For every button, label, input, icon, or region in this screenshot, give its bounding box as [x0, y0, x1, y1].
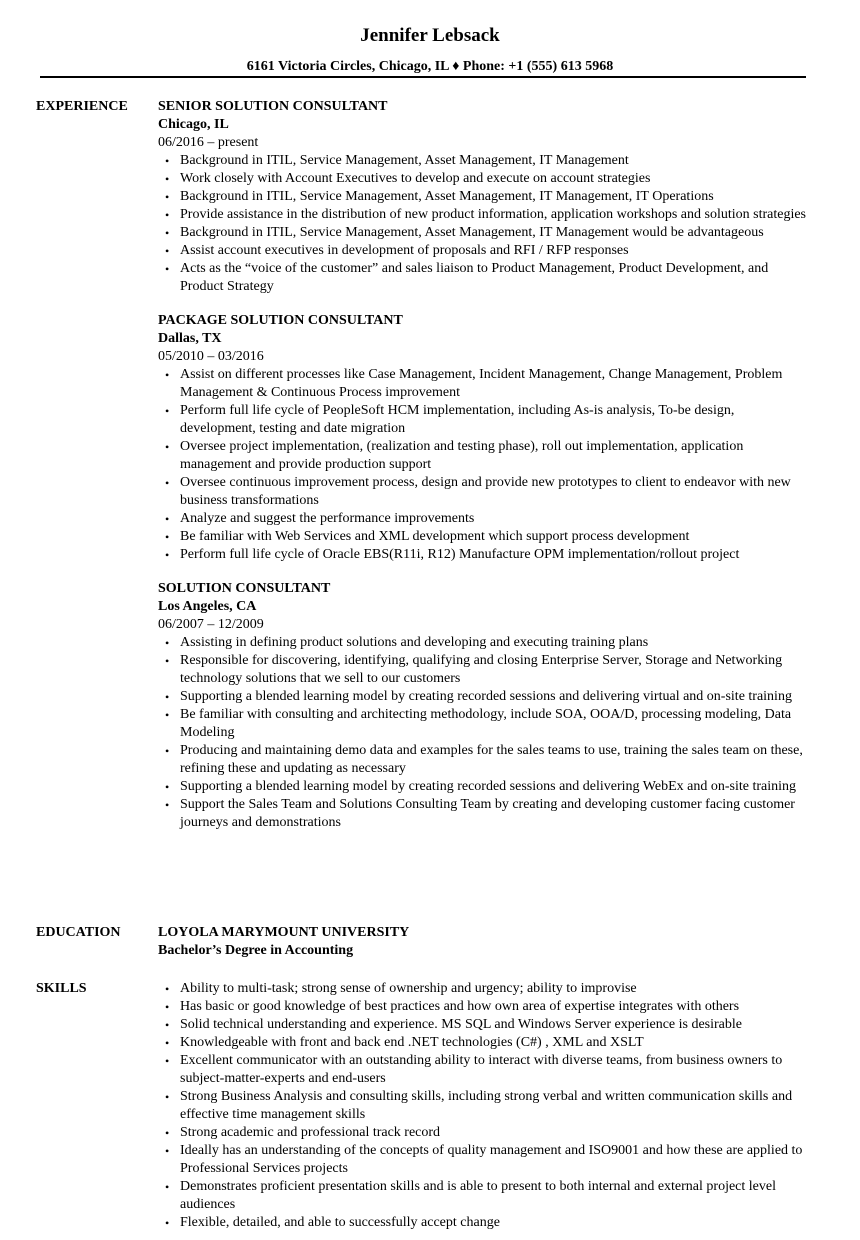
bullet-text: Has basic or good knowledge of best practices and how own area of expertise integrates with others	[180, 999, 740, 1014]
list-item	[158, 688, 810, 706]
bullet-icon: •	[165, 1216, 170, 1230]
section-label-education: EDUCATION	[36, 925, 121, 940]
bullet-text: Perform full life cycle of PeopleSoft HCM implementation, including As-is analysis, To-be design, development, testing and date migration	[180, 403, 735, 436]
job-bullets	[158, 366, 818, 564]
bullet-text: Background in ITIL, Service Management, Asset Management, IT Management would be advantageous	[180, 225, 764, 240]
bullet-icon: •	[165, 440, 170, 454]
bullet-text: Knowledgeable with front and back end .NET technologies (C#) , XML and XSLT	[180, 1035, 644, 1050]
bullet-text: Ability to multi-task; strong sense of ownership and urgency; ability to improvise	[180, 981, 637, 996]
bullet-text: Responsible for discovering, identifying, qualifying and closing Enterprise Server, Storage and Networking technology solutions that we sell to our customers	[180, 653, 783, 686]
job-dates: 06/2016 – present	[158, 135, 259, 150]
degree: Bachelor’s Degree in Accounting	[158, 943, 354, 958]
bullet-text: Be familiar with consulting and architecting methodology, include SOA, OOA/D, processing modeling, Data Modeling	[180, 707, 792, 740]
bullet-text: Be familiar with Web Services and XML development which support process development	[180, 529, 690, 544]
skills-list	[158, 980, 818, 1232]
list-item	[158, 1052, 810, 1088]
list-item	[158, 206, 810, 224]
bullet-text: Background in ITIL, Service Management, Asset Management, IT Management, IT Operations	[180, 189, 714, 204]
bullet-icon: •	[165, 512, 170, 526]
list-item	[158, 778, 810, 796]
bullet-icon: •	[165, 636, 170, 650]
skills-body	[158, 980, 818, 1232]
job-location: Dallas, TX	[158, 331, 222, 346]
bullet-icon: •	[165, 548, 170, 562]
list-item	[158, 1142, 810, 1178]
bullet-text: Supporting a blended learning model by creating recorded sessions and delivering virtual and on-site training	[180, 689, 792, 704]
list-item	[158, 242, 810, 260]
bullet-text: Strong Business Analysis and consulting skills, including strong verbal and written communication skills and effective time management skills	[180, 1089, 793, 1122]
job-dates: 06/2007 – 12/2009	[158, 617, 264, 632]
bullet-text: Producing and maintaining demo data and examples for the sales teams to use, training the sales team on these, refining these and updating as necessary	[180, 743, 803, 776]
list-item	[158, 170, 810, 188]
bullet-icon: •	[165, 690, 170, 704]
bullet-text: Supporting a blended learning model by creating recorded sessions and delivering WebEx and on-site training	[180, 779, 797, 794]
list-item	[158, 402, 810, 438]
list-item	[158, 260, 810, 296]
bullet-text: Support the Sales Team and Solutions Consulting Team by creating and developing customer facing customer journeys and demonstrations	[180, 797, 795, 830]
job-entry	[158, 312, 818, 564]
bullet-text: Acts as the “voice of the customer” and sales liaison to Product Management, Product Development, and Product Strategy	[180, 261, 769, 294]
experience-list	[158, 98, 818, 848]
list-item	[158, 652, 810, 688]
bullet-icon: •	[165, 982, 170, 996]
bullet-text: Assist account executives in development of proposals and RFI / RFP responses	[180, 243, 629, 258]
bullet-text: Provide assistance in the distribution of new product information, application workshops and solution strategies	[180, 207, 807, 222]
list-item	[158, 980, 810, 998]
bullet-text: Flexible, detailed, and able to successfully accept change	[180, 1215, 500, 1230]
bullet-text: Demonstrates proficient presentation skills and is able to present to both internal and external project level audiences	[180, 1179, 776, 1212]
bullet-icon: •	[165, 208, 170, 222]
bullet-icon: •	[165, 190, 170, 204]
bullet-icon: •	[165, 744, 170, 758]
list-item	[158, 634, 810, 652]
list-item	[158, 438, 810, 474]
bullet-icon: •	[165, 1126, 170, 1140]
bullet-icon: •	[165, 1018, 170, 1032]
section-label-skills: SKILLS	[36, 981, 87, 996]
job-entry	[158, 98, 818, 296]
bullet-icon: •	[165, 226, 170, 240]
bullet-text: Strong academic and professional track record	[180, 1125, 441, 1140]
job-title: SENIOR SOLUTION CONSULTANT	[158, 99, 388, 114]
list-item	[158, 1178, 810, 1214]
bullet-icon: •	[165, 404, 170, 418]
bullet-icon: •	[165, 1144, 170, 1158]
list-item	[158, 366, 810, 402]
job-bullets	[158, 634, 818, 832]
candidate-name: Jennifer Lebsack	[360, 25, 500, 46]
job-title: SOLUTION CONSULTANT	[158, 581, 331, 596]
bullet-text: Background in ITIL, Service Management, Asset Management, IT Management	[180, 153, 629, 168]
list-item	[158, 1214, 810, 1232]
list-item	[158, 1088, 810, 1124]
bullet-icon: •	[165, 708, 170, 722]
list-item	[158, 224, 810, 242]
job-location: Los Angeles, CA	[158, 599, 257, 614]
bullet-text: Analyze and suggest the performance improvements	[180, 511, 475, 526]
bullet-text: Excellent communicator with an outstanding ability to interact with diverse teams, from business owners to subject-matter-experts and end-users	[180, 1053, 783, 1086]
bullet-text: Assisting in defining product solutions and developing and executing training plans	[180, 635, 649, 650]
job-title: PACKAGE SOLUTION CONSULTANT	[158, 313, 403, 328]
list-item	[158, 1016, 810, 1034]
list-item	[158, 546, 810, 564]
bullet-text: Assist on different processes like Case Management, Incident Management, Change Management, Problem Management & Continuous Process improvement	[180, 367, 783, 400]
section-label-experience: EXPERIENCE	[36, 99, 128, 114]
address: 6161 Victoria Circles, Chicago, IL	[246, 59, 449, 74]
header-divider	[40, 76, 806, 78]
bullet-text: Oversee continuous improvement process, design and provide new prototypes to client to endeavor with new business transformations	[180, 475, 791, 508]
education-entry	[158, 924, 818, 960]
list-item	[158, 510, 810, 528]
bullet-icon: •	[165, 1036, 170, 1050]
list-item	[158, 528, 810, 546]
bullet-icon: •	[165, 654, 170, 668]
bullet-icon: •	[165, 476, 170, 490]
bullet-text: Oversee project implementation, (realization and testing phase), roll out implementation, application management and provide production support	[180, 439, 744, 472]
contact-line	[0, 58, 860, 76]
bullet-icon: •	[165, 798, 170, 812]
bullet-icon: •	[165, 1000, 170, 1014]
list-item	[158, 742, 810, 778]
bullet-text: Solid technical understanding and experience. MS SQL and Windows Server experience is desirable	[180, 1017, 742, 1032]
bullet-icon: •	[165, 172, 170, 186]
job-entry	[158, 580, 818, 832]
bullet-icon: •	[165, 262, 170, 276]
bullet-icon: •	[165, 1180, 170, 1194]
job-bullets	[158, 152, 818, 296]
school-name: LOYOLA MARYMOUNT UNIVERSITY	[158, 925, 410, 940]
bullet-text: Work closely with Account Executives to develop and execute on account strategies	[180, 171, 651, 186]
list-item	[158, 998, 810, 1016]
list-item	[158, 188, 810, 206]
list-item	[158, 796, 810, 832]
job-location: Chicago, IL	[158, 117, 229, 132]
bullet-text: Perform full life cycle of Oracle EBS(R11i, R12) Manufacture OPM implementation/rollout project	[180, 547, 740, 562]
diamond-separator-icon: ♦	[452, 59, 460, 74]
list-item	[158, 1034, 810, 1052]
list-item	[158, 706, 810, 742]
bullet-icon: •	[165, 530, 170, 544]
bullet-icon: •	[165, 780, 170, 794]
bullet-icon: •	[165, 1090, 170, 1104]
bullet-icon: •	[165, 368, 170, 382]
bullet-icon: •	[165, 244, 170, 258]
list-item	[158, 1124, 810, 1142]
bullet-icon: •	[165, 154, 170, 168]
phone: Phone: +1 (555) 613 5968	[462, 59, 614, 74]
bullet-icon: •	[165, 1054, 170, 1068]
bullet-text: Ideally has an understanding of the concepts of quality management and ISO9001 and how these are applied to Professional Services projects	[180, 1143, 803, 1176]
list-item	[158, 474, 810, 510]
job-dates: 05/2010 – 03/2016	[158, 349, 264, 364]
list-item	[158, 152, 810, 170]
